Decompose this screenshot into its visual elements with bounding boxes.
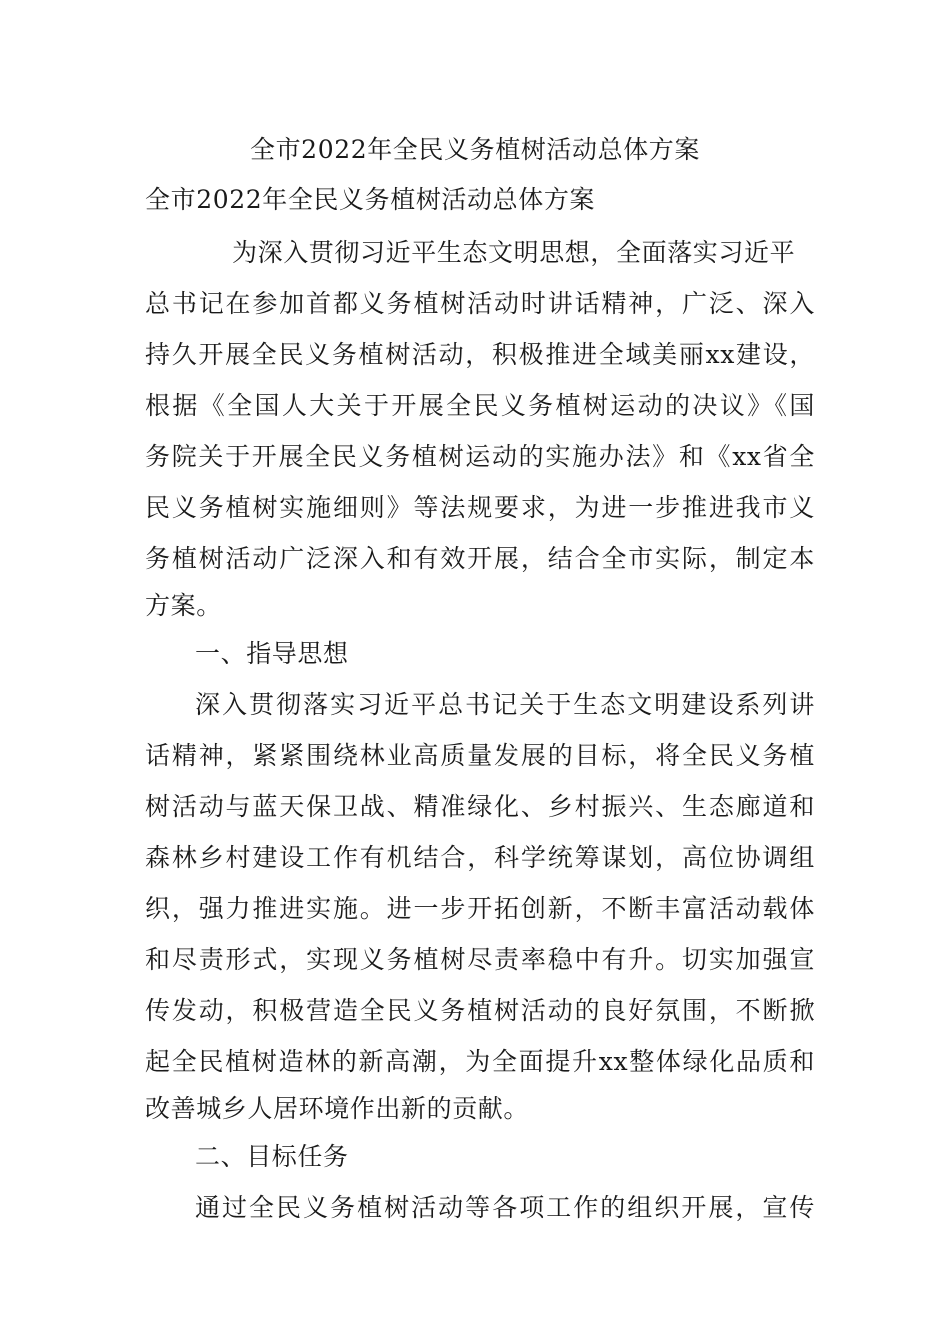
section-2-line-1: 通过全民义务植树活动等各项工作的组织开展，宣传 bbox=[195, 1193, 815, 1222]
intro-line-8: 方案。 bbox=[145, 591, 222, 620]
section-1-heading: 一、指导思想 bbox=[195, 639, 349, 668]
document-subtitle: 全市2022年全民义务植树活动总体方案 bbox=[145, 185, 596, 214]
intro-line-4: 根据《全国人大关于开展全民义务植树运动的决议》《国 bbox=[145, 391, 815, 420]
section-1-line-5: 织，强力推进实施。进一步开拓创新，不断丰富活动载体 bbox=[145, 894, 815, 923]
intro-line-3: 持久开展全民义务植树活动，积极推进全域美丽xx建设， bbox=[145, 340, 815, 369]
section-1-line-1: 深入贯彻落实习近平总书记关于生态文明建设系列讲 bbox=[195, 690, 815, 719]
document-title: 全市2022年全民义务植树活动总体方案 bbox=[249, 135, 701, 164]
intro-line-6: 民义务植树实施细则》等法规要求，为进一步推进我市义 bbox=[145, 493, 815, 522]
intro-line-2: 总书记在参加首都义务植树活动时讲话精神，广泛、深入 bbox=[145, 289, 815, 318]
intro-line-7: 务植树活动广泛深入和有效开展，结合全市实际，制定本 bbox=[145, 544, 815, 573]
section-2-heading: 二、目标任务 bbox=[195, 1142, 349, 1171]
section-1-line-7: 传发动，积极营造全民义务植树活动的良好氛围，不断掀 bbox=[145, 996, 815, 1025]
intro-line-1: 为深入贯彻习近平生态文明思想，全面落实习近平 bbox=[232, 238, 796, 267]
section-1-line-6: 和尽责形式，实现义务植树尽责率稳中有升。切实加强宣 bbox=[145, 945, 815, 974]
intro-line-5: 务院关于开展全民义务植树运动的实施办法》和《xx省全 bbox=[145, 442, 815, 471]
section-1-line-2: 话精神，紧紧围绕林业高质量发展的目标，将全民义务植 bbox=[145, 741, 815, 770]
section-1-line-4: 森林乡村建设工作有机结合，科学统筹谋划，高位协调组 bbox=[145, 843, 815, 872]
section-1-line-9: 改善城乡人居环境作出新的贡献。 bbox=[145, 1094, 530, 1123]
section-1-line-8: 起全民植树造林的新高潮，为全面提升xx整体绿化品质和 bbox=[145, 1047, 815, 1076]
section-1-line-3: 树活动与蓝天保卫战、精准绿化、乡村振兴、生态廊道和 bbox=[145, 792, 815, 821]
